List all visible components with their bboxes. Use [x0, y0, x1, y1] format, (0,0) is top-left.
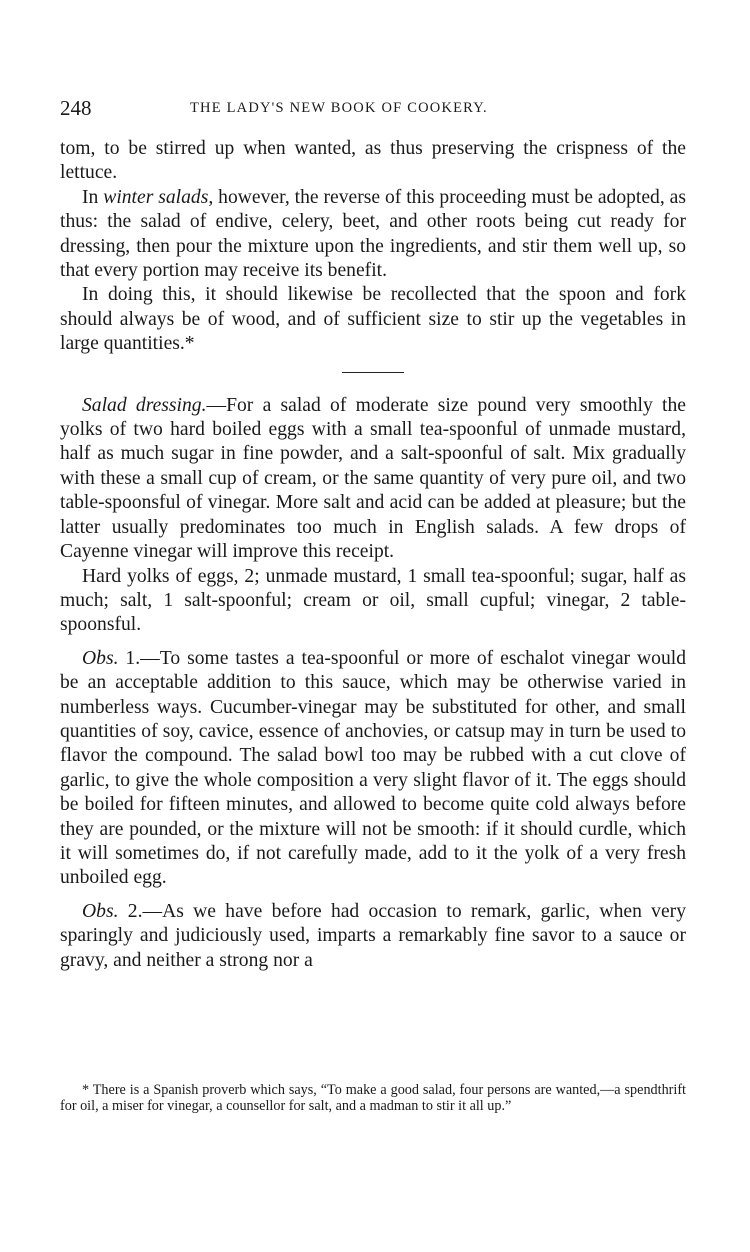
running-title: THE LADY'S NEW BOOK OF COOKERY.	[190, 100, 488, 116]
paragraph-salad-dressing: Salad dressing.—For a salad of moderate size pound very smoothly the yolks of two hard boiled eggs with a small tea-spoonful of unmade mustard, half as much sugar in fine powder, and a salt-spoonful of salt. Mix gradually with these a small cup of cream, or the same quantity of very pure oil, and two table-spoonsful of vinegar. More salt and acid can be added at pleasure; but the latter usually predominates too much in English salads. A few drops of Cayenne vinegar will improve this receipt.	[60, 394, 686, 563]
term-winter-salads: winter salads,	[103, 186, 214, 208]
book-page	[60, 0, 686, 1252]
paragraph-ingredients: Hard yolks of eggs, 2; unmade mustard, 1 small tea-spoonful; sugar, half as much; salt, 1 salt-spoonful; cream or oil, small cupful; vinegar, 2 table-spoonsful.	[60, 565, 686, 636]
footnote-text: * There is a Spanish proverb which says, “To make a good salad, four persons are wanted,—a spendthrift for oil, a miser for vinegar, a counsellor for salt, and a madman to stir it all up.”	[60, 1082, 686, 1115]
recipe-title: Salad dressing.	[82, 394, 207, 416]
paragraph-winter-salads: In winter salads, however, the reverse of this proceeding must be adopted, as thus: the salad of endive, celery, beet, and other roots being cut ready for dressing, then pour the mixture upon the ingredients, and stir them well up, so that every portion may receive its benefit.	[60, 186, 686, 282]
obs-label: Obs.	[82, 647, 119, 669]
obs-label: Obs.	[82, 900, 119, 922]
paragraph-obs-1: Obs. 1.—To some tastes a tea-spoonful or more of eschalot vinegar would be an acceptable addition to this sauce, which may be otherwise varied in numberless ways. Cucumber-vinegar may be substituted for other, and small quantities of soy, cavice, essence of anchovies, or catsup may in turn be used to flavor the compound. The salad bowl too may be rubbed with a cut clove of garlic, to give the whole composition a very slight flavor of it. The eggs should be boiled for fifteen minutes, and allowed to become quite cold always before they are pounded, or the mixture will not be smooth: if it should curdle, which it will sometimes do, if not carefully made, add to it the yolk of a very fresh unboiled egg.	[60, 647, 686, 889]
section-divider	[342, 372, 404, 373]
paragraph-obs-2: Obs. 2.—As we have before had occasion to remark, garlic, when very sparingly and judiciously used, imparts a remarkably fine savor to a sauce or gravy, and neither a strong nor a	[60, 900, 686, 971]
footnote	[60, 1082, 686, 1115]
page-header	[60, 96, 686, 122]
paragraph-continuation: tom, to be stirred up when wanted, as thus preserving the crispness of the lettuce.	[60, 138, 686, 184]
page-number: 248	[60, 96, 92, 120]
paragraph-spoon-fork: In doing this, it should likewise be recollected that the spoon and fork should always be of wood, and of sufficient size to stir up the vegetables in large quantities.*	[60, 284, 686, 355]
body-text	[60, 137, 686, 973]
